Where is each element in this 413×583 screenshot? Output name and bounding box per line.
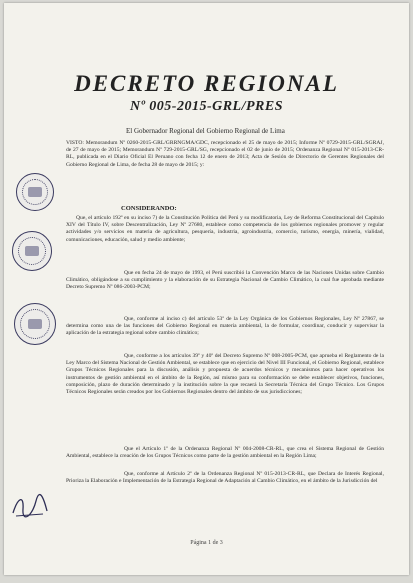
considerando-heading: CONSIDERANDO: [121,205,177,212]
paragraph-5: Que el Artículo 1º de la Ordenanza Regional Nº 004-2008-CR-RL, que crea el Sistema Regional de Gestión Ambiental, establece la creación de los Grupos Técnicos como parte de la gestión ambiental en la Región Lima; [66,446,384,460]
handwritten-signature [10,491,50,521]
issuer-line: El Gobernador Regional del Gobierno Regional de Lima [126,127,285,135]
official-seal-stamp [12,231,52,271]
page-footer: Página 1 de 3 [190,540,223,546]
paragraph-1: Que, el artículo 192º en su inciso 7) de la Constitución Política del Perú y su modificatoria, Ley de Reforma Constitucional del Capítulo XIV del Título IV, sobre Descentralización, Ley Nº 27680, establece como competencia de los gobiernos regionales promover y regular actividades y/o servicios en materia de agricultura, pesquería, industria, agroindustria, comercio, turismo, energía, minería, vialidad, comunicaciones, educación, salud y medio ambiente; [66,215,384,243]
regional-seal-stamp [16,173,54,211]
paragraph-2: Que en fecha 24 de mayo de 1993, el Perú suscribió la Convención Marco de las Naciones Unidas sobre Cambio Climático, obligándose a su cumplimiento y la elaboración de su Estrategia Nacional de Cambio Climático, la cual fue aprobada mediante Decreto Supremo Nº 086-2003-PCM; [66,270,384,291]
visto-paragraph: VISTO: Memorandum Nº 0260-2015-GRL/GRRNGMA/GDC, recepcionado el 25 de mayo de 2015; Informe Nº 0729-2015-GRL/SGRAJ, de 27 de mayo de 2015; Memorandum Nº 729-2015-GRL/SG, recepcionado el 02 de junio de 2015; Ordenanza Regional Nº 015-2013-CR-RL, publicada en el Diario Oficial El Peruano con fecha 12 de enero de 2013; Acta de Sesión de Directorio de Gerentes Regionales del Gobierno Regional de Lima, de fecha 28 de mayo de 2015; y: [66,140,384,168]
paragraph-4: Que, conforme a los artículos 39º y 40º del Decreto Supremo Nº 008-2005-PCM, que aprueba el Reglamento de la Ley Marco del Sistema Nacional de Gestión Ambiental, se establece que en ejercicio del Nivel III Funcional, el Gobierno Regional, establece Grupos Técnicos Regionales para la discusión, análisis y propuesta de acuerdos técnicos y mecanismos para hacer operativos los instrumentos de gestión ambiental en el ámbito de la Región, así mismo para su conformación se debe establecer objetivos, funciones, composición, plazo de duración determinado y la institución sobre la que recaerá la Secretaría Técnica del Grupo Técnico. Los Grupos Técnicos Regionales serán creados por los Gobiernos Regionales dentro del ámbito de sus jurisdicciones; [66,353,384,396]
document-page [4,3,409,575]
government-seal-stamp [14,303,56,345]
paragraph-3: Que, conforme al inciso c) del artículo 53º de la Ley Orgánica de los Gobiernos Regionales, Ley Nº 27867, se determina como una de las funciones del Gobierno Regional en materia ambiental, la de formular, coordinar, conducir y supervisar la aplicación de la estrategia regional sobre cambio climático; [66,316,384,337]
decree-number: Nº 005-2015-GRL/PRES [129,99,284,114]
paragraph-6: Que, conforme al Artículo 2º de la Ordenanza Regional Nº 015-2013-CR-RL, que Declara de Interés Regional, Prioriza la Elaboración e Implementación de la Estrategia Regional de Adaptación al Cambio Climático, en el ámbito de la Jurisdicción del [66,471,384,485]
document-title: DECRETO REGIONAL [74,71,339,96]
